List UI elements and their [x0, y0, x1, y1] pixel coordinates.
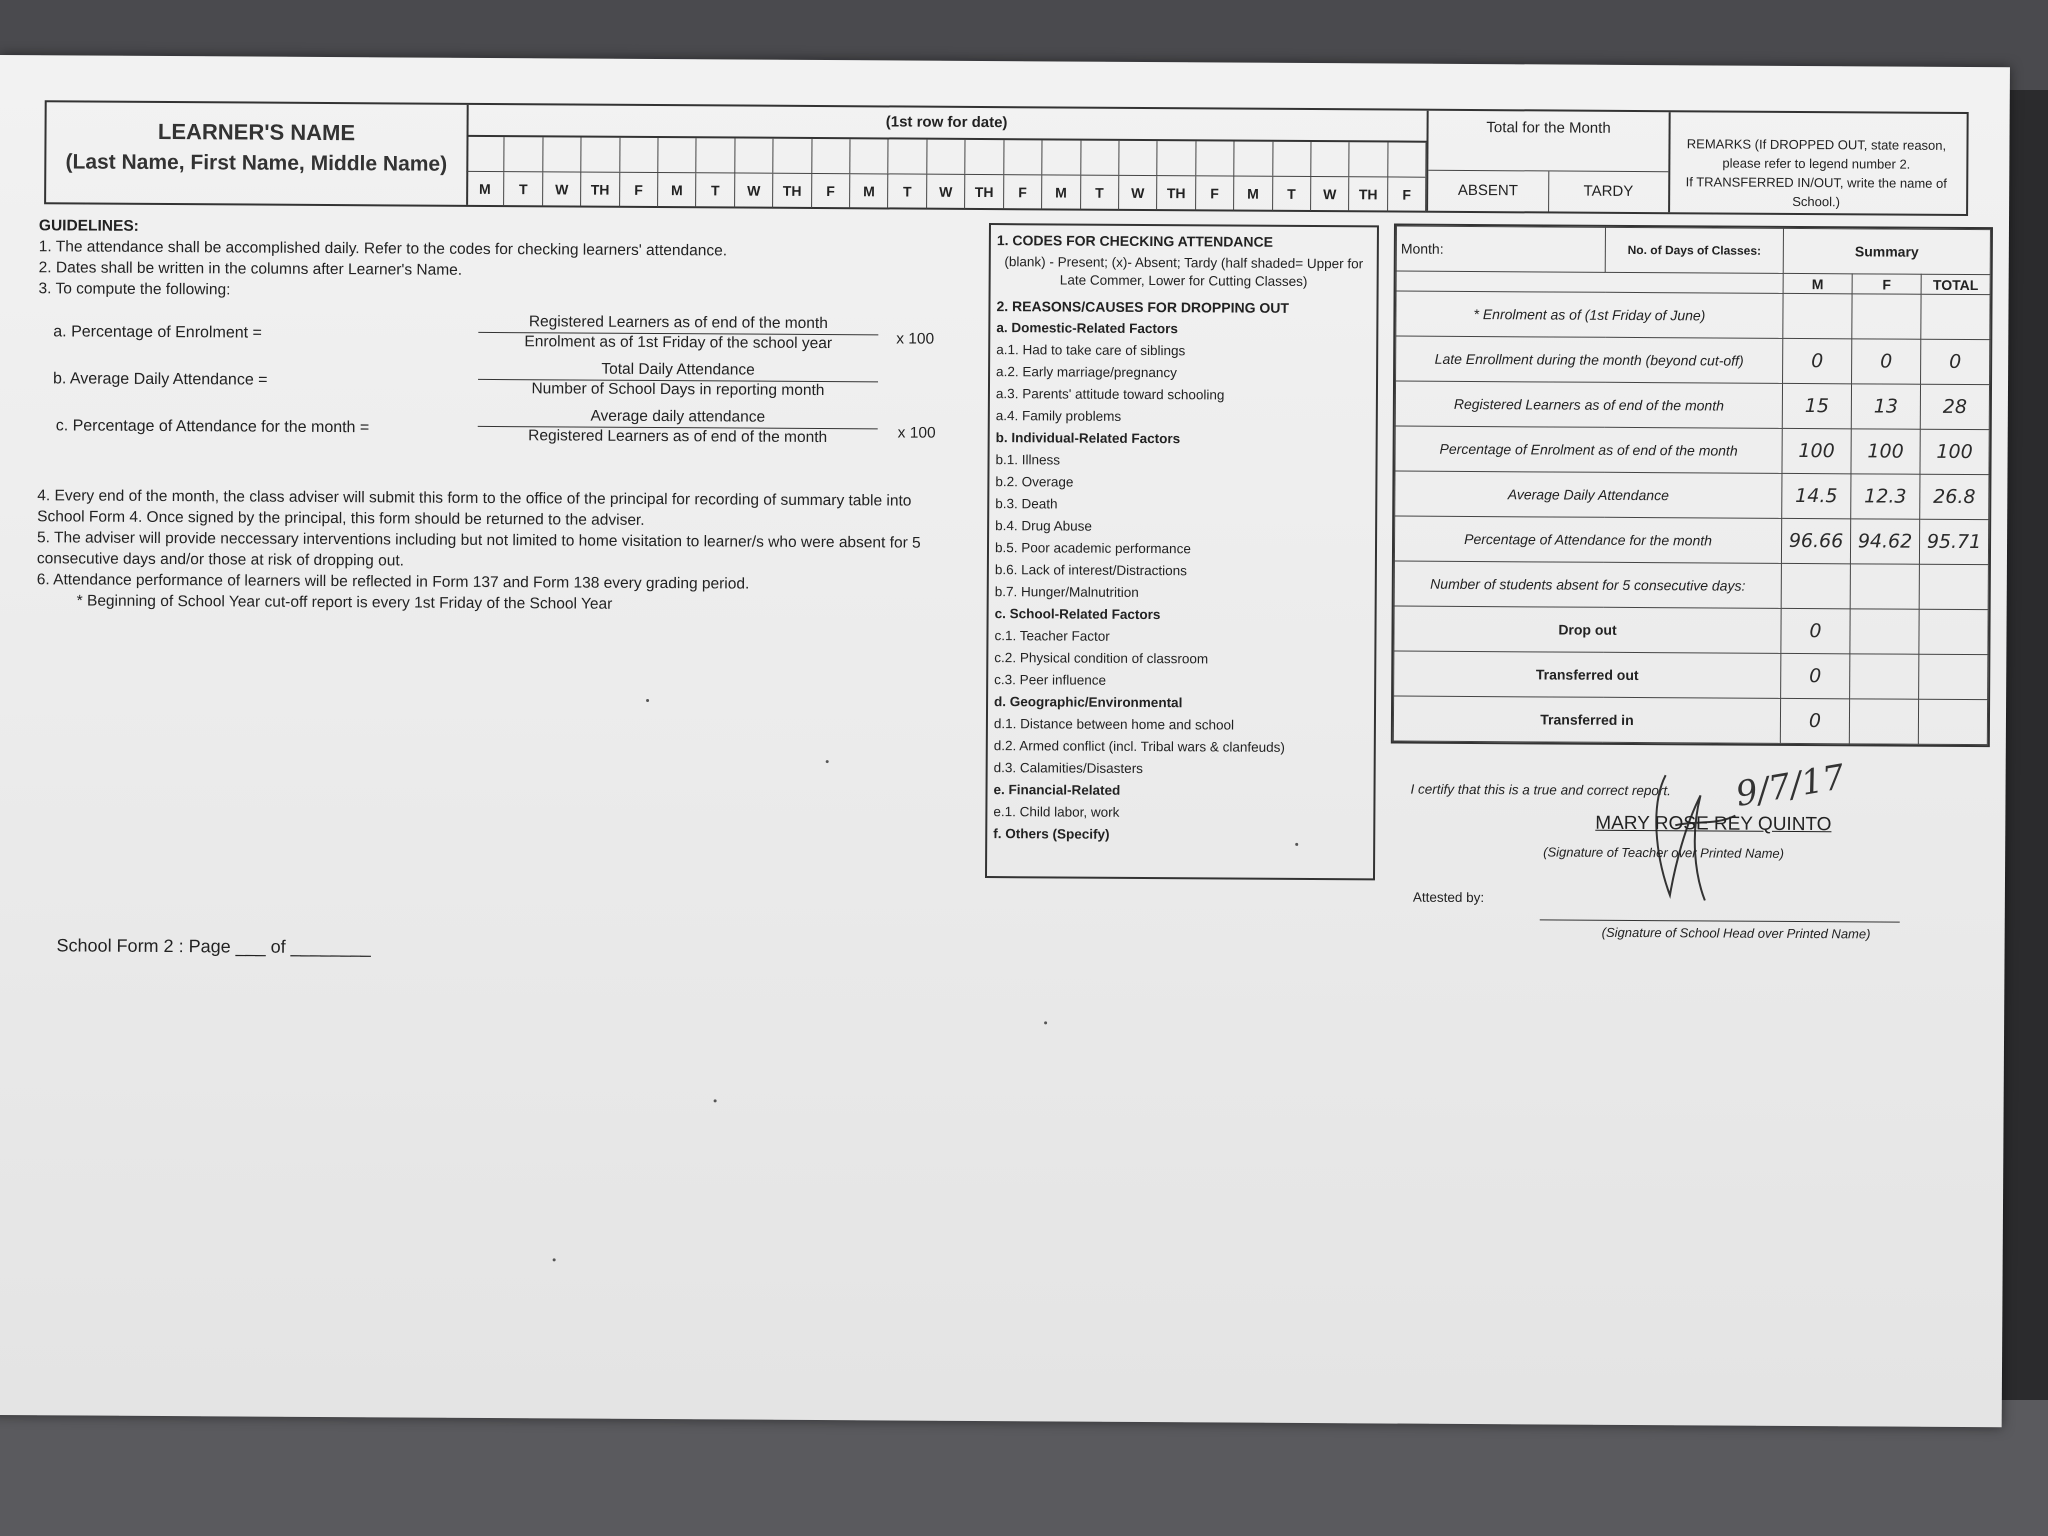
- summary-value-f[interactable]: 13: [1851, 384, 1920, 429]
- school-form-2-paper: [0, 55, 2010, 1427]
- certification-text: I certify that this is a true and correct report.: [1410, 781, 1671, 799]
- tardy-header: TARDY: [1583, 182, 1634, 200]
- weekday-cell: W: [735, 173, 774, 207]
- date-cell[interactable]: [927, 140, 966, 174]
- reasons-title: 2. REASONS/CAUSES FOR DROPPING OUT: [996, 298, 1290, 316]
- summary-row-label: Registered Learners as of end of the month: [1395, 381, 1782, 428]
- remarks-line-2: If TRANSFERRED IN/OUT, write the name of School.): [1685, 174, 1947, 210]
- summary-value-m[interactable]: [1783, 293, 1852, 338]
- paper-speck: [1295, 843, 1298, 846]
- attested-by-label: Attested by:: [1412, 889, 1485, 906]
- summary-table: [1391, 224, 1993, 748]
- summary-row: [1394, 606, 1988, 655]
- weekday-cell: TH: [581, 173, 620, 207]
- paper-speck: [646, 699, 649, 702]
- days-of-classes-label: No. of Days of Classes:: [1605, 227, 1783, 273]
- month-cell: [1396, 226, 1605, 272]
- total-caption: Total for the Month: [1428, 111, 1668, 172]
- reason-item: c.3. Peer influence: [994, 672, 1107, 688]
- summary-value-t[interactable]: 28: [1920, 384, 1989, 429]
- col-total-header: TOTAL: [1921, 274, 1990, 294]
- summary-value-m[interactable]: 0: [1781, 653, 1850, 698]
- teacher-signature-label: (Signature of Teacher over Printed Name): [1543, 844, 1785, 861]
- date-cell[interactable]: [889, 139, 928, 173]
- paper-speck: [826, 760, 829, 763]
- reason-item: e.1. Child labor, work: [993, 804, 1120, 820]
- date-cell[interactable]: [620, 138, 659, 172]
- weekday-cell: F: [1196, 176, 1235, 210]
- summary-value-m[interactable]: 15: [1782, 383, 1851, 428]
- reason-item: d.1. Distance between home and school: [993, 716, 1235, 733]
- reason-section-head: f. Others (Specify): [993, 826, 1110, 842]
- weekday-cell: W: [1311, 177, 1350, 211]
- learner-name-header: [46, 102, 469, 205]
- note-item: * Beginning of School Year cut-off report is every 1st Friday of the School Year: [76, 592, 613, 613]
- summary-label: Summary: [1783, 228, 1990, 274]
- spacer-cell: [1396, 271, 1783, 293]
- summary-value-f[interactable]: 0: [1852, 339, 1921, 384]
- weekday-cell: F: [1388, 177, 1427, 211]
- date-cell[interactable]: [1119, 141, 1158, 175]
- summary-row: [1395, 471, 1989, 520]
- weekday-cell: F: [812, 174, 851, 208]
- summary-row: [1394, 651, 1988, 700]
- school-head-signature-line: [1540, 919, 1900, 922]
- summary-value-f[interactable]: [1852, 294, 1921, 339]
- reason-section-head: c. School-Related Factors: [994, 606, 1161, 623]
- weekday-cell: TH: [1349, 177, 1388, 211]
- reason-section-head: b. Individual-Related Factors: [995, 430, 1181, 447]
- date-cell[interactable]: [543, 137, 582, 171]
- reasons-list: [993, 317, 1370, 847]
- formula-a: [478, 313, 878, 353]
- summary-value-f[interactable]: [1850, 564, 1919, 609]
- formula-b-denominator: Number of School Days in reporting month: [531, 380, 825, 400]
- summary-value-f[interactable]: 94.62: [1850, 519, 1919, 564]
- school-head-signature-label: (Signature of School Head over Printed Name): [1601, 924, 1871, 942]
- handwritten-date: 9/7/17: [1732, 757, 1848, 815]
- weekday-cell: M: [658, 173, 697, 207]
- summary-value-t[interactable]: 100: [1920, 429, 1989, 474]
- attendance-header: [44, 100, 1969, 216]
- summary-row-label: Transferred out: [1394, 651, 1781, 698]
- summary-value-t[interactable]: [1919, 564, 1988, 609]
- summary-value-f[interactable]: [1849, 699, 1918, 744]
- codes-box: [985, 223, 1379, 880]
- weekday-cell: T: [1273, 177, 1312, 211]
- formula-a-x100: x 100: [896, 330, 935, 348]
- summary-value-t[interactable]: [1918, 699, 1987, 744]
- weekday-cell: T: [697, 173, 736, 207]
- date-cell[interactable]: [1042, 140, 1081, 174]
- teacher-name: MARY ROSE REY QUINTO: [1595, 812, 1832, 836]
- summary-row-label: Percentage of Attendance for the month: [1394, 516, 1781, 563]
- reason-item: a.1. Had to take care of siblings: [996, 342, 1186, 359]
- reason-item: b.3. Death: [995, 496, 1058, 512]
- formula-a-numerator: Registered Learners as of end of the month: [478, 313, 878, 335]
- date-row: [466, 137, 1426, 178]
- formula-b-numerator: Total Daily Attendance: [478, 360, 878, 382]
- weekday-cell: F: [620, 173, 659, 207]
- date-cell[interactable]: [1004, 140, 1043, 174]
- formula-c: [478, 407, 878, 447]
- summary-value-f[interactable]: 12.3: [1851, 474, 1920, 519]
- reason-item: b.6. Lack of interest/Distractions: [994, 562, 1188, 579]
- summary-value-f[interactable]: 100: [1851, 429, 1920, 474]
- date-cell[interactable]: [697, 138, 736, 172]
- total-for-month: [1426, 111, 1671, 212]
- paper-speck: [1044, 1021, 1047, 1024]
- summary-value-m[interactable]: 0: [1781, 608, 1850, 653]
- summary-row-label: Transferred in: [1393, 696, 1780, 743]
- summary-value-m[interactable]: [1781, 563, 1850, 608]
- reason-item: b.4. Drug Abuse: [995, 518, 1093, 534]
- formula-b-label: b. Average Daily Attendance =: [52, 370, 268, 389]
- remarks-line-1: REMARKS (If DROPPED OUT, state reason, please refer to legend number 2.: [1686, 136, 1947, 172]
- summary-row: [1396, 291, 1990, 340]
- date-columns: [466, 105, 1427, 211]
- date-cell[interactable]: [735, 138, 774, 172]
- guidelines: [39, 215, 999, 305]
- weekday-cell: M: [850, 174, 889, 208]
- date-cell[interactable]: [1158, 141, 1197, 175]
- summary-value-f[interactable]: [1850, 609, 1919, 654]
- date-cell[interactable]: [1081, 141, 1120, 175]
- weekday-cell: W: [927, 175, 966, 209]
- summary-row: [1396, 336, 1990, 385]
- weekday-cell: T: [504, 172, 543, 206]
- date-cell[interactable]: [466, 137, 505, 171]
- reason-item: a.4. Family problems: [995, 408, 1122, 424]
- summary-row-label: Percentage of Enrolment as of end of the month: [1395, 426, 1782, 473]
- summary-value-t[interactable]: [1921, 294, 1990, 339]
- weekday-cell: F: [1004, 175, 1043, 209]
- weekday-cell: W: [1119, 176, 1158, 210]
- learner-name-title: LEARNER'S NAME: [157, 118, 356, 146]
- summary-value-t[interactable]: 95.71: [1919, 519, 1988, 564]
- form-page-footer: School Form 2 : Page ___ of ________: [56, 935, 371, 958]
- summary-value-t[interactable]: 26.8: [1920, 474, 1989, 519]
- summary-value-t[interactable]: 0: [1921, 339, 1990, 384]
- summary-row-label: * Enrolment as of (1st Friday of June): [1396, 291, 1783, 338]
- formula-c-x100: x 100: [897, 424, 936, 442]
- guideline-item: 1. The attendance shall be accomplished daily. Refer to the codes for checking learners' attendance.: [38, 238, 728, 260]
- note-item: 6. Attendance performance of learners will be reflected in Form 137 and Form 138 every grading period.: [36, 571, 750, 593]
- weekday-cell: TH: [1157, 176, 1196, 210]
- summary-row-label: Late Enrollment during the month (beyond cut-off): [1396, 336, 1783, 383]
- summary-value-m[interactable]: 0: [1783, 338, 1852, 383]
- weekday-cell: TH: [773, 174, 812, 208]
- date-cell[interactable]: [774, 139, 813, 173]
- date-cell[interactable]: [658, 138, 697, 172]
- paper-speck: [553, 1258, 556, 1261]
- weekday-cell: M: [1234, 177, 1273, 211]
- formula-b: [478, 360, 878, 400]
- absent-header: ABSENT: [1428, 171, 1549, 212]
- reason-item: b.2. Overage: [995, 474, 1074, 490]
- reason-item: d.2. Armed conflict (incl. Tribal wars & clanfeuds): [993, 738, 1285, 755]
- guideline-item: 2. Dates shall be written in the columns after Learner's Name.: [38, 259, 463, 279]
- codes-title: 1. CODES FOR CHECKING ATTENDANCE: [996, 232, 1274, 250]
- reason-section-head: e. Financial-Related: [993, 782, 1121, 798]
- reason-item: c.2. Physical condition of classroom: [994, 650, 1209, 667]
- date-cell[interactable]: [1311, 142, 1350, 176]
- date-cell[interactable]: [505, 137, 544, 171]
- note-item: 5. The adviser will provide neccessary interventions including but not limited to home visitation to learner/s who were absent for 5 consecutive days and/or those at risk of dropping out.: [36, 529, 921, 570]
- summary-value-m[interactable]: 14.5: [1782, 473, 1851, 518]
- codes-description: (blank) - Present; (x)- Absent; Tardy (half shaded= Upper for Late Commer, Lower for Cutting Classes): [1004, 254, 1364, 289]
- col-m-header: M: [1783, 273, 1852, 293]
- weekday-cell: T: [889, 174, 928, 208]
- date-cell[interactable]: [850, 139, 889, 173]
- paper-speck: [714, 1099, 717, 1102]
- summary-row-label: Average Daily Attendance: [1395, 471, 1782, 518]
- weekday-cell: T: [1081, 176, 1120, 210]
- date-cell[interactable]: [1388, 142, 1427, 176]
- month-label: Month:: [1400, 240, 1444, 257]
- weekday-cell: TH: [965, 175, 1004, 209]
- formula-c-numerator: Average daily attendance: [478, 407, 878, 429]
- guideline-notes: [37, 485, 938, 616]
- learner-name-subtitle: (Last Name, First Name, Middle Name): [65, 150, 448, 176]
- reason-section-head: a. Domestic-Related Factors: [996, 320, 1178, 337]
- date-cell[interactable]: [1234, 142, 1273, 176]
- remarks-header: [1666, 112, 1967, 214]
- summary-row-label: Number of students absent for 5 consecutive days:: [1394, 561, 1781, 608]
- summary-row: [1393, 696, 1987, 745]
- summary-rows: [1393, 291, 1990, 745]
- reason-item: c.1. Teacher Factor: [994, 628, 1110, 644]
- summary-row: [1394, 561, 1988, 610]
- date-cell[interactable]: [812, 139, 851, 173]
- reason-section-head: d. Geographic/Environmental: [994, 694, 1183, 711]
- guidelines-title: GUIDELINES:: [38, 217, 139, 235]
- reason-item: b.1. Illness: [995, 452, 1061, 468]
- weekday-cell: W: [543, 172, 582, 206]
- guideline-item: 3. To compute the following:: [38, 280, 231, 299]
- reason-item: b.7. Hunger/Malnutrition: [994, 584, 1139, 600]
- summary-value-f[interactable]: [1850, 654, 1919, 699]
- col-f-header: F: [1852, 274, 1921, 294]
- date-caption: (1st row for date): [467, 105, 1427, 143]
- weekday-row: [466, 172, 1426, 212]
- reason-item: a.3. Parents' attitude toward schooling: [995, 386, 1225, 403]
- summary-value-t[interactable]: [1919, 609, 1988, 654]
- date-cell[interactable]: [1196, 141, 1235, 175]
- summary-row: [1395, 381, 1989, 430]
- date-cell[interactable]: [1350, 142, 1389, 176]
- reason-item: a.2. Early marriage/pregnancy: [996, 364, 1177, 381]
- formula-c-denominator: Registered Learners as of end of the month: [528, 427, 828, 447]
- summary-value-m[interactable]: 96.66: [1781, 518, 1850, 563]
- formula-c-label: c. Percentage of Attendance for the month =: [55, 417, 370, 437]
- weekday-cell: M: [1042, 175, 1081, 209]
- summary-row-label: Drop out: [1394, 606, 1781, 653]
- note-item: 4. Every end of the month, the class adviser will submit this form to the office of the principal for recording of summary table into School Form 4. Once signed by the principal, this form should be returned to the adviser.: [37, 487, 912, 529]
- reason-item: d.3. Calamities/Disasters: [993, 760, 1144, 776]
- summary-row: [1394, 516, 1988, 565]
- date-cell[interactable]: [582, 138, 621, 172]
- formula-a-label: a. Percentage of Enrolment =: [53, 323, 262, 342]
- reason-item: b.5. Poor academic performance: [994, 540, 1191, 557]
- summary-row: [1395, 426, 1989, 475]
- date-cell[interactable]: [966, 140, 1005, 174]
- summary-value-t[interactable]: [1919, 654, 1988, 699]
- date-cell[interactable]: [1273, 142, 1312, 176]
- summary-value-m[interactable]: 100: [1782, 428, 1851, 473]
- formula-a-denominator: Enrolment as of 1st Friday of the school year: [524, 333, 833, 353]
- weekday-cell: M: [466, 172, 505, 206]
- summary-value-m[interactable]: 0: [1780, 698, 1849, 743]
